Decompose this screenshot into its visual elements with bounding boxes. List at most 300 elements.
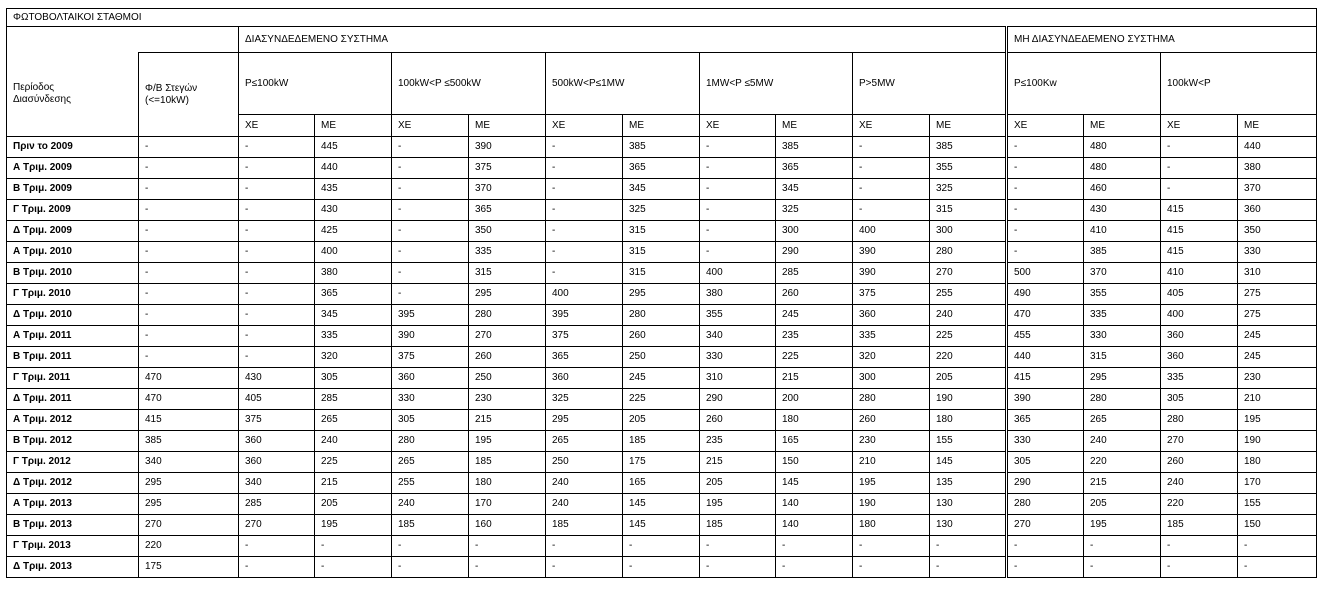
table-cell: - — [239, 263, 315, 284]
table-row — [7, 494, 1317, 515]
table-cell: 295 — [469, 284, 546, 305]
row-period: Β Τριμ. 2013 — [7, 515, 139, 536]
header-category: 500kW<P≤1MW — [546, 53, 700, 115]
table-cell: 375 — [469, 158, 546, 179]
header-period: Περίοδος Διασύνδεσης — [7, 53, 139, 137]
table-cell: 135 — [930, 473, 1007, 494]
row-period: Δ Τριμ. 2011 — [7, 389, 139, 410]
table-cell: 195 — [469, 431, 546, 452]
row-period: Α Τριμ. 2010 — [7, 242, 139, 263]
table-cell: - — [139, 305, 239, 326]
table-row — [7, 326, 1317, 347]
header-category: P≤100Kw — [1007, 53, 1161, 115]
table-cell: - — [239, 221, 315, 242]
table-cell: 175 — [139, 557, 239, 578]
table-cell: - — [853, 179, 930, 200]
row-period: Β Τριμ. 2011 — [7, 347, 139, 368]
table-cell: 260 — [700, 410, 776, 431]
table-cell: 215 — [776, 368, 853, 389]
table-cell: 410 — [1161, 263, 1238, 284]
table-cell: 170 — [469, 494, 546, 515]
table-cell: 330 — [392, 389, 469, 410]
table-cell: - — [139, 263, 239, 284]
table-cell: - — [139, 137, 239, 158]
table-cell: 390 — [853, 242, 930, 263]
table-cell: 255 — [392, 473, 469, 494]
table-cell: 290 — [700, 389, 776, 410]
table-cell: - — [1161, 137, 1238, 158]
table-cell: 400 — [315, 242, 392, 263]
table-cell: 280 — [1007, 494, 1084, 515]
table-cell: 130 — [930, 494, 1007, 515]
table-cell: 315 — [1084, 347, 1161, 368]
table-cell: 280 — [853, 389, 930, 410]
table-cell: - — [239, 242, 315, 263]
table-cell: 220 — [1161, 494, 1238, 515]
table-cell: 340 — [139, 452, 239, 473]
table-cell: 500 — [1007, 263, 1084, 284]
table-cell: 315 — [623, 263, 700, 284]
row-period: Β Τριμ. 2012 — [7, 431, 139, 452]
table-cell: 280 — [623, 305, 700, 326]
table-cell: 340 — [239, 473, 315, 494]
table-cell: - — [853, 158, 930, 179]
table-cell: 145 — [930, 452, 1007, 473]
table-cell: 240 — [315, 431, 392, 452]
table-cell: - — [392, 557, 469, 578]
table-cell: 240 — [392, 494, 469, 515]
header-me: ΜΕ — [1084, 115, 1161, 137]
row-period: Α Τριμ. 2013 — [7, 494, 139, 515]
table-cell: 180 — [469, 473, 546, 494]
row-period: Γ Τριμ. 2010 — [7, 284, 139, 305]
table-cell: - — [239, 557, 315, 578]
table-cell: - — [1007, 221, 1084, 242]
table-cell: 360 — [392, 368, 469, 389]
table-cell: 225 — [315, 452, 392, 473]
pv-tariff-table — [6, 8, 1317, 578]
table-cell: 225 — [930, 326, 1007, 347]
table-cell: 325 — [930, 179, 1007, 200]
table-cell: - — [392, 536, 469, 557]
header-me: ΜΕ — [623, 115, 700, 137]
table-cell: - — [392, 200, 469, 221]
table-cell: - — [930, 536, 1007, 557]
table-cell: 315 — [623, 242, 700, 263]
table-cell: 150 — [776, 452, 853, 473]
table-cell: 375 — [239, 410, 315, 431]
table-cell: - — [139, 179, 239, 200]
row-period: Δ Τριμ. 2009 — [7, 221, 139, 242]
table-cell: - — [546, 158, 623, 179]
table-cell: - — [239, 347, 315, 368]
table-cell: 360 — [239, 431, 315, 452]
table-row — [7, 221, 1317, 242]
row-period: Γ Τριμ. 2013 — [7, 536, 139, 557]
table-cell: - — [392, 284, 469, 305]
table-cell: 185 — [700, 515, 776, 536]
table-cell: - — [139, 221, 239, 242]
table-row — [7, 137, 1317, 158]
table-cell: 215 — [700, 452, 776, 473]
table-cell: 185 — [1161, 515, 1238, 536]
table-cell: 205 — [315, 494, 392, 515]
header-xe: ΧΕ — [1007, 115, 1084, 137]
table-cell: 195 — [853, 473, 930, 494]
table-cell: 260 — [853, 410, 930, 431]
table-cell: 245 — [1238, 326, 1317, 347]
header-me: ΜΕ — [776, 115, 853, 137]
table-cell: 470 — [139, 389, 239, 410]
table-cell: - — [546, 221, 623, 242]
table-cell: 365 — [315, 284, 392, 305]
table-cell: 425 — [315, 221, 392, 242]
table-cell: 190 — [930, 389, 1007, 410]
table-cell: 455 — [1007, 326, 1084, 347]
table-cell: 280 — [469, 305, 546, 326]
header-me: ΜΕ — [930, 115, 1007, 137]
table-cell: - — [700, 557, 776, 578]
table-cell: - — [139, 158, 239, 179]
table-cell: 300 — [930, 221, 1007, 242]
table-cell: - — [700, 137, 776, 158]
table-cell: 300 — [776, 221, 853, 242]
table-cell: 305 — [1007, 452, 1084, 473]
table-cell: - — [1007, 557, 1084, 578]
table-cell: 375 — [853, 284, 930, 305]
table-cell: - — [1161, 158, 1238, 179]
table-cell: 285 — [315, 389, 392, 410]
table-cell: 240 — [546, 494, 623, 515]
table-cell: 335 — [469, 242, 546, 263]
table-row — [7, 242, 1317, 263]
group-blank — [7, 27, 239, 53]
table-cell: 240 — [930, 305, 1007, 326]
table-cell: 470 — [139, 368, 239, 389]
table-cell: - — [546, 242, 623, 263]
table-cell: 440 — [315, 158, 392, 179]
table-cell: 275 — [1238, 284, 1317, 305]
table-cell: 430 — [1084, 200, 1161, 221]
table-cell: 280 — [1084, 389, 1161, 410]
table-cell: 335 — [853, 326, 930, 347]
header-category: 100kW<P — [1161, 53, 1317, 115]
table-cell: - — [1007, 536, 1084, 557]
row-period: Α Τριμ. 2009 — [7, 158, 139, 179]
table-cell: - — [239, 200, 315, 221]
table-cell: 260 — [1161, 452, 1238, 473]
table-cell: 490 — [1007, 284, 1084, 305]
table-cell: 330 — [1238, 242, 1317, 263]
table-cell: 290 — [776, 242, 853, 263]
row-period: Δ Τριμ. 2013 — [7, 557, 139, 578]
table-cell: 265 — [315, 410, 392, 431]
table-cell: - — [239, 137, 315, 158]
table-cell: - — [239, 158, 315, 179]
table-cell: 335 — [1161, 368, 1238, 389]
table-cell: - — [1007, 137, 1084, 158]
table-cell: 315 — [469, 263, 546, 284]
table-cell: 150 — [1238, 515, 1317, 536]
table-cell: 385 — [139, 431, 239, 452]
table-cell: 385 — [623, 137, 700, 158]
table-cell: 220 — [139, 536, 239, 557]
table-cell: 255 — [930, 284, 1007, 305]
table-cell: 350 — [469, 221, 546, 242]
table-cell: 295 — [623, 284, 700, 305]
table-cell: 390 — [469, 137, 546, 158]
table-cell: 235 — [776, 326, 853, 347]
table-cell: 240 — [1161, 473, 1238, 494]
table-cell: 320 — [853, 347, 930, 368]
table-cell: 365 — [1007, 410, 1084, 431]
table-row — [7, 410, 1317, 431]
table-cell: 360 — [853, 305, 930, 326]
row-period: Α Τριμ. 2011 — [7, 326, 139, 347]
table-cell: 185 — [546, 515, 623, 536]
table-cell: - — [776, 536, 853, 557]
table-cell: - — [1084, 536, 1161, 557]
table-cell: 210 — [853, 452, 930, 473]
table-cell: 230 — [853, 431, 930, 452]
group-non-interconnected: ΜΗ ΔΙΑΣΥΝΔΕΔΕΜΕΝΟ ΣΥΣΤΗΜΑ — [1007, 27, 1317, 53]
table-cell: 180 — [1238, 452, 1317, 473]
table-row — [7, 557, 1317, 578]
table-cell: - — [853, 536, 930, 557]
header-me: ΜΕ — [315, 115, 392, 137]
table-cell: - — [239, 305, 315, 326]
header-category: P≤100kW — [239, 53, 392, 115]
table-row — [7, 473, 1317, 494]
table-cell: 145 — [776, 473, 853, 494]
table-cell: - — [239, 284, 315, 305]
table-cell: 280 — [392, 431, 469, 452]
table-cell: 185 — [469, 452, 546, 473]
table-cell: - — [1007, 200, 1084, 221]
table-cell: 250 — [469, 368, 546, 389]
table-cell: - — [700, 221, 776, 242]
table-cell: 225 — [623, 389, 700, 410]
table-cell: - — [776, 557, 853, 578]
table-cell: 180 — [930, 410, 1007, 431]
header-me: ΜΕ — [469, 115, 546, 137]
table-cell: 200 — [776, 389, 853, 410]
header-category: 100kW<P ≤500kW — [392, 53, 546, 115]
table-cell: 370 — [1084, 263, 1161, 284]
table-cell: 355 — [700, 305, 776, 326]
table-cell: - — [700, 158, 776, 179]
table-cell: - — [392, 158, 469, 179]
table-cell: - — [239, 536, 315, 557]
table-cell: 335 — [315, 326, 392, 347]
table-row — [7, 305, 1317, 326]
table-row — [7, 263, 1317, 284]
table-cell: 205 — [930, 368, 1007, 389]
table-cell: 430 — [315, 200, 392, 221]
table-cell: 205 — [1084, 494, 1161, 515]
table-cell: 270 — [139, 515, 239, 536]
table-cell: - — [546, 263, 623, 284]
table-cell: 360 — [1238, 200, 1317, 221]
table-cell: 365 — [546, 347, 623, 368]
header-xe: ΧΕ — [853, 115, 930, 137]
table-cell: 190 — [1238, 431, 1317, 452]
table-cell: 330 — [700, 347, 776, 368]
row-period: Γ Τριμ. 2011 — [7, 368, 139, 389]
row-period: Δ Τριμ. 2012 — [7, 473, 139, 494]
table-cell: 380 — [700, 284, 776, 305]
table-cell: - — [139, 347, 239, 368]
header-xe: ΧΕ — [546, 115, 623, 137]
table-cell: 205 — [623, 410, 700, 431]
table-row — [7, 347, 1317, 368]
table-cell: 155 — [1238, 494, 1317, 515]
table-cell: 270 — [469, 326, 546, 347]
table-cell: 410 — [1084, 221, 1161, 242]
table-cell: - — [139, 326, 239, 347]
row-period: Α Τριμ. 2012 — [7, 410, 139, 431]
table-cell: 185 — [392, 515, 469, 536]
table-cell: 315 — [930, 200, 1007, 221]
table-cell: 210 — [1238, 389, 1317, 410]
header-rooftop: Φ/Β Στεγών (<=10kW) — [139, 53, 239, 137]
table-cell: 280 — [930, 242, 1007, 263]
table-cell: 145 — [623, 515, 700, 536]
table-cell: 215 — [469, 410, 546, 431]
table-cell: - — [392, 179, 469, 200]
table-cell: - — [315, 557, 392, 578]
table-cell: 310 — [700, 368, 776, 389]
table-cell: 270 — [930, 263, 1007, 284]
table-cell: 265 — [546, 431, 623, 452]
table-cell: 345 — [776, 179, 853, 200]
table-cell: 320 — [315, 347, 392, 368]
table-cell: 295 — [1084, 368, 1161, 389]
table-cell: 235 — [700, 431, 776, 452]
table-cell: 165 — [776, 431, 853, 452]
table-row — [7, 452, 1317, 473]
table-cell: 285 — [776, 263, 853, 284]
table-cell: 240 — [546, 473, 623, 494]
table-cell: 305 — [392, 410, 469, 431]
table-cell: 185 — [623, 431, 700, 452]
table-cell: 460 — [1084, 179, 1161, 200]
table-cell: 315 — [623, 221, 700, 242]
table-cell: 180 — [853, 515, 930, 536]
table-cell: - — [853, 557, 930, 578]
table-cell: 355 — [1084, 284, 1161, 305]
table-cell: 360 — [1161, 326, 1238, 347]
table-cell: 155 — [930, 431, 1007, 452]
table-cell: 180 — [776, 410, 853, 431]
table-cell: - — [392, 263, 469, 284]
table-cell: - — [546, 557, 623, 578]
table-cell: - — [1007, 179, 1084, 200]
table-cell: - — [392, 137, 469, 158]
table-cell: 430 — [239, 368, 315, 389]
table-cell: 140 — [776, 515, 853, 536]
table-cell: 295 — [546, 410, 623, 431]
table-cell: - — [139, 200, 239, 221]
row-period: Γ Τριμ. 2009 — [7, 200, 139, 221]
table-cell: 385 — [776, 137, 853, 158]
table-cell: 435 — [315, 179, 392, 200]
table-cell: 375 — [546, 326, 623, 347]
table-cell: - — [700, 179, 776, 200]
table-cell: - — [853, 200, 930, 221]
table-cell: 380 — [1238, 158, 1317, 179]
table-cell: - — [1007, 158, 1084, 179]
table-cell: 325 — [776, 200, 853, 221]
table-cell: 395 — [546, 305, 623, 326]
table-cell: 145 — [623, 494, 700, 515]
table-cell: - — [392, 221, 469, 242]
table-cell: 265 — [392, 452, 469, 473]
table-cell: 445 — [315, 137, 392, 158]
table-cell: - — [930, 557, 1007, 578]
table-cell: - — [1007, 242, 1084, 263]
table-cell: 245 — [623, 368, 700, 389]
row-period: Β Τριμ. 2010 — [7, 263, 139, 284]
table-cell: - — [546, 536, 623, 557]
table-cell: - — [139, 242, 239, 263]
table-cell: 205 — [700, 473, 776, 494]
table-cell: - — [700, 242, 776, 263]
table-cell: 365 — [776, 158, 853, 179]
row-period: Γ Τριμ. 2012 — [7, 452, 139, 473]
table-cell: 260 — [623, 326, 700, 347]
table-cell: 220 — [930, 347, 1007, 368]
table-cell: 270 — [1007, 515, 1084, 536]
table-cell: 470 — [1007, 305, 1084, 326]
table-cell: - — [623, 557, 700, 578]
table-cell: - — [1161, 557, 1238, 578]
header-xe: ΧΕ — [700, 115, 776, 137]
table-cell: 405 — [239, 389, 315, 410]
table-cell: 260 — [776, 284, 853, 305]
table-cell: 395 — [392, 305, 469, 326]
table-row — [7, 200, 1317, 221]
table-cell: - — [546, 137, 623, 158]
table-cell: 265 — [1084, 410, 1161, 431]
table-cell: 245 — [1238, 347, 1317, 368]
table-cell: 440 — [1238, 137, 1317, 158]
table-row — [7, 368, 1317, 389]
table-cell: 275 — [1238, 305, 1317, 326]
header-category: 1MW<P ≤5MW — [700, 53, 853, 115]
header-xe: ΧΕ — [239, 115, 315, 137]
table-cell: - — [469, 557, 546, 578]
table-cell: 270 — [1161, 431, 1238, 452]
table-cell: - — [546, 200, 623, 221]
table-cell: - — [1238, 557, 1317, 578]
table-cell: - — [700, 536, 776, 557]
table-cell: - — [392, 242, 469, 263]
table-cell: 175 — [623, 452, 700, 473]
table-title: ΦΩΤΟΒΟΛΤΑΙΚΟΙ ΣΤΑΘΜΟΙ — [7, 9, 1317, 27]
table-cell: 290 — [1007, 473, 1084, 494]
table-cell: 415 — [1161, 221, 1238, 242]
table-cell: 215 — [1084, 473, 1161, 494]
table-cell: 295 — [139, 494, 239, 515]
table-cell: 385 — [930, 137, 1007, 158]
table-cell: 440 — [1007, 347, 1084, 368]
table-row — [7, 431, 1317, 452]
table-cell: 305 — [315, 368, 392, 389]
table-cell: 165 — [623, 473, 700, 494]
table-cell: 170 — [1238, 473, 1317, 494]
header-me: ΜΕ — [1238, 115, 1317, 137]
